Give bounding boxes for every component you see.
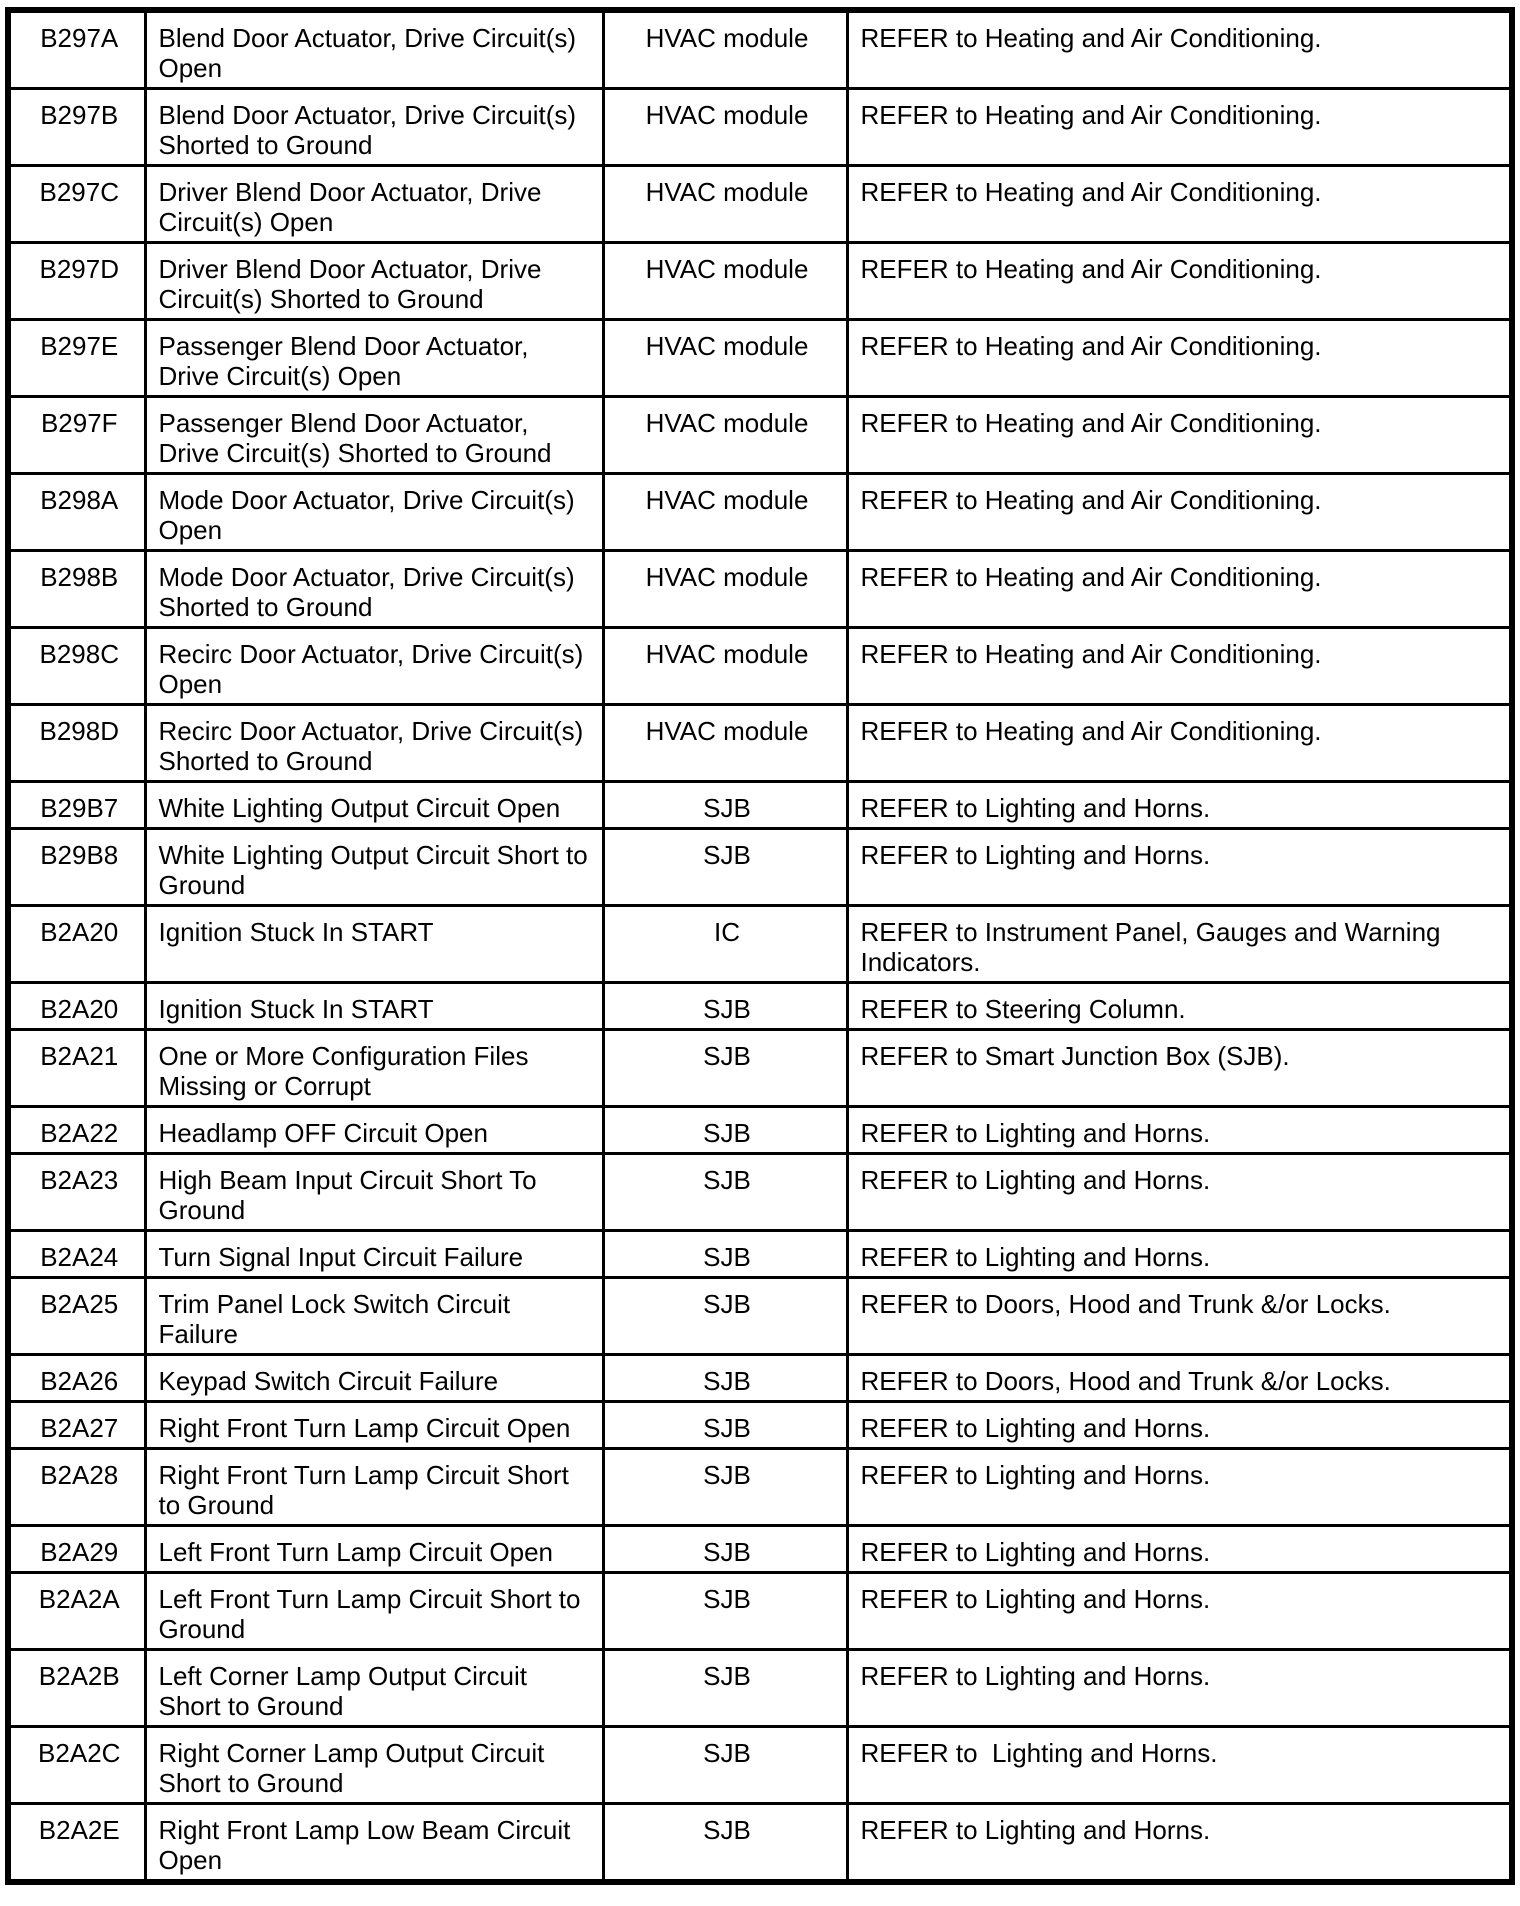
dtc-description-cell: Recirc Door Actuator, Drive Circuit(s) Shorted to Ground <box>145 705 603 782</box>
dtc-module-cell: SJB <box>603 782 847 829</box>
dtc-action-cell: REFER to Heating and Air Conditioning. <box>847 320 1512 397</box>
dtc-code-cell: B297F <box>8 397 145 474</box>
dtc-description-cell: Right Front Lamp Low Beam Circuit Open <box>145 1804 603 1883</box>
dtc-action-cell: REFER to Lighting and Horns. <box>847 1573 1512 1650</box>
table-row <box>8 1402 1512 1449</box>
table-row <box>8 243 1512 320</box>
dtc-description-cell: Ignition Stuck In START <box>145 906 603 983</box>
table-row <box>8 474 1512 551</box>
table-row <box>8 1355 1512 1402</box>
table-row <box>8 1449 1512 1526</box>
dtc-action-cell: REFER to Heating and Air Conditioning. <box>847 628 1512 705</box>
dtc-module-cell: HVAC module <box>603 10 847 89</box>
dtc-description-cell: Headlamp OFF Circuit Open <box>145 1107 603 1154</box>
dtc-code-cell: B2A20 <box>8 983 145 1030</box>
dtc-module-cell: SJB <box>603 1107 847 1154</box>
dtc-module-cell: HVAC module <box>603 166 847 243</box>
table-row <box>8 983 1512 1030</box>
table-row <box>8 397 1512 474</box>
dtc-code-cell: B2A22 <box>8 1107 145 1154</box>
dtc-code-cell: B2A25 <box>8 1278 145 1355</box>
dtc-module-cell: HVAC module <box>603 628 847 705</box>
dtc-code-cell: B297B <box>8 89 145 166</box>
dtc-action-cell: REFER to Heating and Air Conditioning. <box>847 89 1512 166</box>
dtc-code-cell: B297A <box>8 10 145 89</box>
table-row <box>8 829 1512 906</box>
table-row <box>8 1804 1512 1883</box>
dtc-module-cell: SJB <box>603 1278 847 1355</box>
dtc-code-cell: B2A2B <box>8 1650 145 1727</box>
dtc-description-cell: Ignition Stuck In START <box>145 983 603 1030</box>
dtc-module-cell: HVAC module <box>603 474 847 551</box>
dtc-module-cell: HVAC module <box>603 397 847 474</box>
dtc-module-cell: HVAC module <box>603 551 847 628</box>
dtc-code-cell: B2A20 <box>8 906 145 983</box>
dtc-code-cell: B29B8 <box>8 829 145 906</box>
dtc-description-cell: Passenger Blend Door Actuator, Drive Circuit(s) Shorted to Ground <box>145 397 603 474</box>
dtc-action-cell: REFER to Heating and Air Conditioning. <box>847 474 1512 551</box>
dtc-module-cell: SJB <box>603 829 847 906</box>
dtc-module-cell: SJB <box>603 1804 847 1883</box>
dtc-action-cell: REFER to Lighting and Horns. <box>847 1449 1512 1526</box>
dtc-module-cell: SJB <box>603 1154 847 1231</box>
dtc-module-cell: SJB <box>603 1727 847 1804</box>
dtc-description-cell: Right Corner Lamp Output Circuit Short to Ground <box>145 1727 603 1804</box>
dtc-code-cell: B29B7 <box>8 782 145 829</box>
table-row <box>8 628 1512 705</box>
dtc-code-cell: B2A21 <box>8 1030 145 1107</box>
dtc-module-cell: SJB <box>603 1526 847 1573</box>
dtc-description-cell: Mode Door Actuator, Drive Circuit(s) Open <box>145 474 603 551</box>
dtc-code-cell: B297D <box>8 243 145 320</box>
dtc-code-cell: B2A26 <box>8 1355 145 1402</box>
table-row <box>8 1526 1512 1573</box>
table-row <box>8 1030 1512 1107</box>
dtc-module-cell: SJB <box>603 1355 847 1402</box>
dtc-action-cell: REFER to Doors, Hood and Trunk &/or Locks. <box>847 1278 1512 1355</box>
table-row <box>8 166 1512 243</box>
dtc-code-cell: B298D <box>8 705 145 782</box>
dtc-code-cell: B2A28 <box>8 1449 145 1526</box>
dtc-code-cell: B298B <box>8 551 145 628</box>
dtc-code-cell: B298A <box>8 474 145 551</box>
dtc-module-cell: HVAC module <box>603 320 847 397</box>
dtc-action-cell: REFER to Heating and Air Conditioning. <box>847 551 1512 628</box>
dtc-code-cell: B298C <box>8 628 145 705</box>
dtc-action-cell: REFER to Lighting and Horns. <box>847 782 1512 829</box>
table-row <box>8 1154 1512 1231</box>
dtc-code-cell: B2A2C <box>8 1727 145 1804</box>
dtc-module-cell: SJB <box>603 1030 847 1107</box>
dtc-action-cell: REFER to Lighting and Horns. <box>847 1231 1512 1278</box>
dtc-action-cell: REFER to Heating and Air Conditioning. <box>847 397 1512 474</box>
dtc-action-cell: REFER to Lighting and Horns. <box>847 1804 1512 1883</box>
dtc-description-cell: High Beam Input Circuit Short To Ground <box>145 1154 603 1231</box>
dtc-action-cell: REFER to Lighting and Horns. <box>847 829 1512 906</box>
table-row <box>8 705 1512 782</box>
dtc-description-cell: Mode Door Actuator, Drive Circuit(s) Shorted to Ground <box>145 551 603 628</box>
dtc-action-cell: REFER to Lighting and Horns. <box>847 1727 1512 1804</box>
table-row <box>8 1573 1512 1650</box>
dtc-description-cell: White Lighting Output Circuit Open <box>145 782 603 829</box>
dtc-description-cell: Trim Panel Lock Switch Circuit Failure <box>145 1278 603 1355</box>
dtc-description-cell: Right Front Turn Lamp Circuit Open <box>145 1402 603 1449</box>
table-row <box>8 1650 1512 1727</box>
dtc-module-cell: IC <box>603 906 847 983</box>
dtc-code-cell: B2A29 <box>8 1526 145 1573</box>
table-row <box>8 1727 1512 1804</box>
dtc-description-cell: Turn Signal Input Circuit Failure <box>145 1231 603 1278</box>
dtc-action-cell: REFER to Heating and Air Conditioning. <box>847 705 1512 782</box>
table-row <box>8 906 1512 983</box>
table-row <box>8 782 1512 829</box>
dtc-description-cell: Right Front Turn Lamp Circuit Short to Ground <box>145 1449 603 1526</box>
dtc-code-cell: B2A27 <box>8 1402 145 1449</box>
dtc-module-cell: SJB <box>603 1402 847 1449</box>
dtc-description-cell: Left Corner Lamp Output Circuit Short to Ground <box>145 1650 603 1727</box>
dtc-action-cell: REFER to Lighting and Horns. <box>847 1650 1512 1727</box>
table-row <box>8 551 1512 628</box>
dtc-description-cell: Driver Blend Door Actuator, Drive Circuit(s) Shorted to Ground <box>145 243 603 320</box>
dtc-description-cell: Keypad Switch Circuit Failure <box>145 1355 603 1402</box>
dtc-description-cell: White Lighting Output Circuit Short to Ground <box>145 829 603 906</box>
dtc-action-cell: REFER to Heating and Air Conditioning. <box>847 166 1512 243</box>
dtc-action-cell: REFER to Heating and Air Conditioning. <box>847 243 1512 320</box>
dtc-action-cell: REFER to Smart Junction Box (SJB). <box>847 1030 1512 1107</box>
dtc-action-cell: REFER to Doors, Hood and Trunk &/or Locks. <box>847 1355 1512 1402</box>
dtc-action-cell: REFER to Steering Column. <box>847 983 1512 1030</box>
dtc-action-cell: REFER to Lighting and Horns. <box>847 1107 1512 1154</box>
dtc-action-cell: REFER to Lighting and Horns. <box>847 1154 1512 1231</box>
dtc-code-cell: B2A24 <box>8 1231 145 1278</box>
dtc-code-cell: B2A23 <box>8 1154 145 1231</box>
dtc-table <box>5 7 1515 1885</box>
dtc-module-cell: SJB <box>603 983 847 1030</box>
table-row <box>8 89 1512 166</box>
dtc-module-cell: SJB <box>603 1650 847 1727</box>
dtc-module-cell: SJB <box>603 1449 847 1526</box>
dtc-description-cell: Recirc Door Actuator, Drive Circuit(s) Open <box>145 628 603 705</box>
dtc-description-cell: Left Front Turn Lamp Circuit Open <box>145 1526 603 1573</box>
dtc-code-cell: B297C <box>8 166 145 243</box>
table-row <box>8 10 1512 89</box>
dtc-action-cell: REFER to Lighting and Horns. <box>847 1526 1512 1573</box>
table-row <box>8 1231 1512 1278</box>
dtc-code-cell: B2A2A <box>8 1573 145 1650</box>
dtc-description-cell: Passenger Blend Door Actuator, Drive Circuit(s) Open <box>145 320 603 397</box>
dtc-module-cell: SJB <box>603 1231 847 1278</box>
dtc-description-cell: Left Front Turn Lamp Circuit Short to Ground <box>145 1573 603 1650</box>
dtc-table-body <box>8 10 1512 1882</box>
dtc-code-cell: B297E <box>8 320 145 397</box>
dtc-module-cell: HVAC module <box>603 89 847 166</box>
dtc-module-cell: SJB <box>603 1573 847 1650</box>
dtc-action-cell: REFER to Instrument Panel, Gauges and Warning Indicators. <box>847 906 1512 983</box>
table-row <box>8 1278 1512 1355</box>
dtc-description-cell: One or More Configuration Files Missing or Corrupt <box>145 1030 603 1107</box>
dtc-description-cell: Blend Door Actuator, Drive Circuit(s) Open <box>145 10 603 89</box>
dtc-action-cell: REFER to Lighting and Horns. <box>847 1402 1512 1449</box>
dtc-description-cell: Blend Door Actuator, Drive Circuit(s) Shorted to Ground <box>145 89 603 166</box>
dtc-description-cell: Driver Blend Door Actuator, Drive Circuit(s) Open <box>145 166 603 243</box>
dtc-module-cell: HVAC module <box>603 243 847 320</box>
dtc-module-cell: HVAC module <box>603 705 847 782</box>
table-row <box>8 320 1512 397</box>
dtc-action-cell: REFER to Heating and Air Conditioning. <box>847 10 1512 89</box>
dtc-code-cell: B2A2E <box>8 1804 145 1883</box>
table-row <box>8 1107 1512 1154</box>
